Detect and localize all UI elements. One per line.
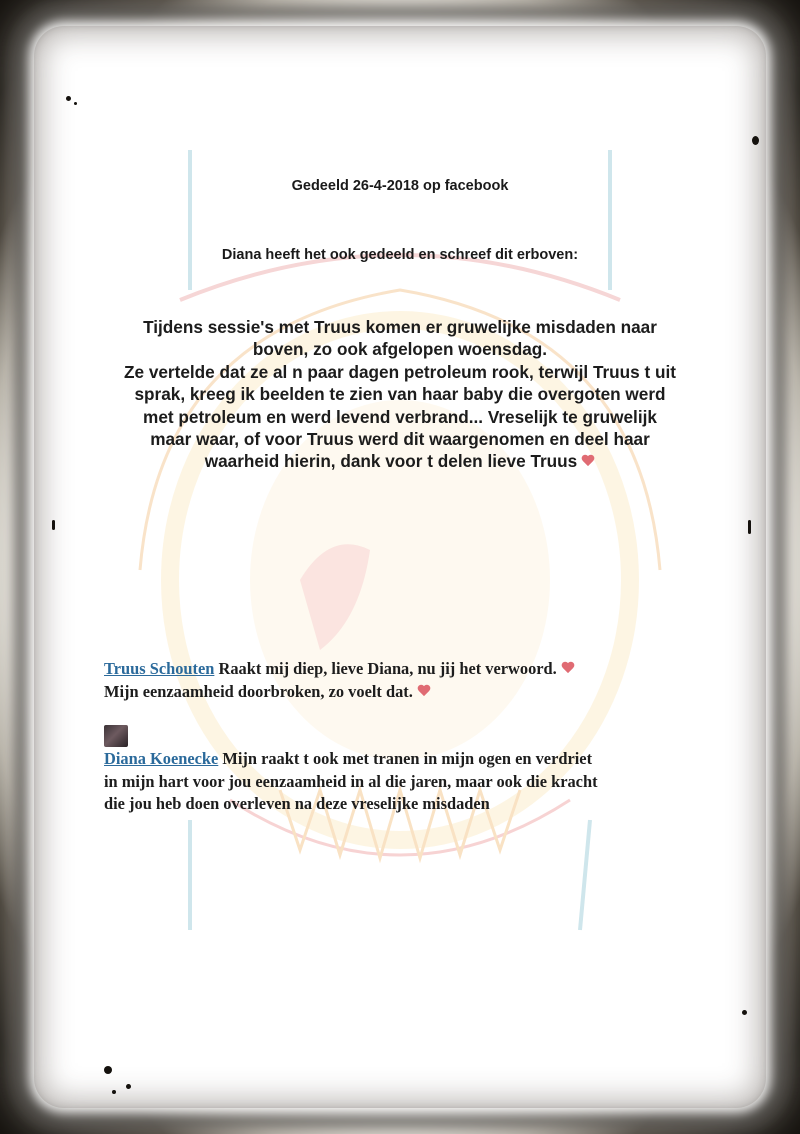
comment-truus — [104, 658, 704, 703]
comment-line — [104, 681, 704, 704]
post-line: waarheid hierin, dank voor t delen lieve Truus — [204, 451, 578, 472]
heart-icon — [561, 662, 575, 675]
diana-shared-heading: Diana heeft het ook gedeeld en schreef dit erboven: — [221, 247, 579, 263]
shared-post-text — [104, 316, 696, 473]
post-line: met petroleum en werd levend verbrand... Vreselijk te gruwelijk — [143, 406, 657, 427]
comment-author-link[interactable]: Diana Koenecke — [104, 749, 219, 768]
heart-icon — [581, 455, 595, 468]
comment-text: Mijn eenzaamheid doorbroken, zo voelt dat. — [104, 681, 413, 701]
heart-icon — [417, 685, 431, 698]
post-line: maar waar, of voor Truus werd dit waargenomen en deel haar — [150, 429, 650, 450]
post-line: Tijdens sessie's met Truus komen er gruwelijke misdaden naar — [143, 317, 657, 337]
comment-author-link[interactable]: Truus Schouten — [104, 659, 215, 678]
comment-diana — [104, 748, 704, 816]
post-line: boven, zo ook afgelopen woensdag. — [252, 339, 548, 360]
comment-line — [104, 658, 704, 681]
avatar[interactable] — [104, 725, 128, 747]
shared-date-heading: Gedeeld 26-4-2018 op facebook — [291, 178, 509, 194]
comment-text: Raakt mij diep, lieve Diana, nu jij het verwoord. — [218, 659, 557, 678]
post-line-last — [104, 450, 696, 472]
comment-line — [104, 748, 704, 771]
post-line: Ze vertelde dat ze al n paar dagen petroleum rook, terwijl Truus t uit — [123, 361, 677, 382]
post-line: sprak, kreeg ik beelden te zien van haar baby die overgoten werd — [134, 384, 666, 405]
comment-line: in mijn hart voor jou eenzaamheid in al die jaren, maar ook die kracht — [104, 771, 598, 791]
comment-line: die jou heb doen overleven na deze vreselijke misdaden — [104, 794, 490, 813]
comment-text: Mijn raakt t ook met tranen in mijn ogen en verdriet — [222, 749, 593, 768]
